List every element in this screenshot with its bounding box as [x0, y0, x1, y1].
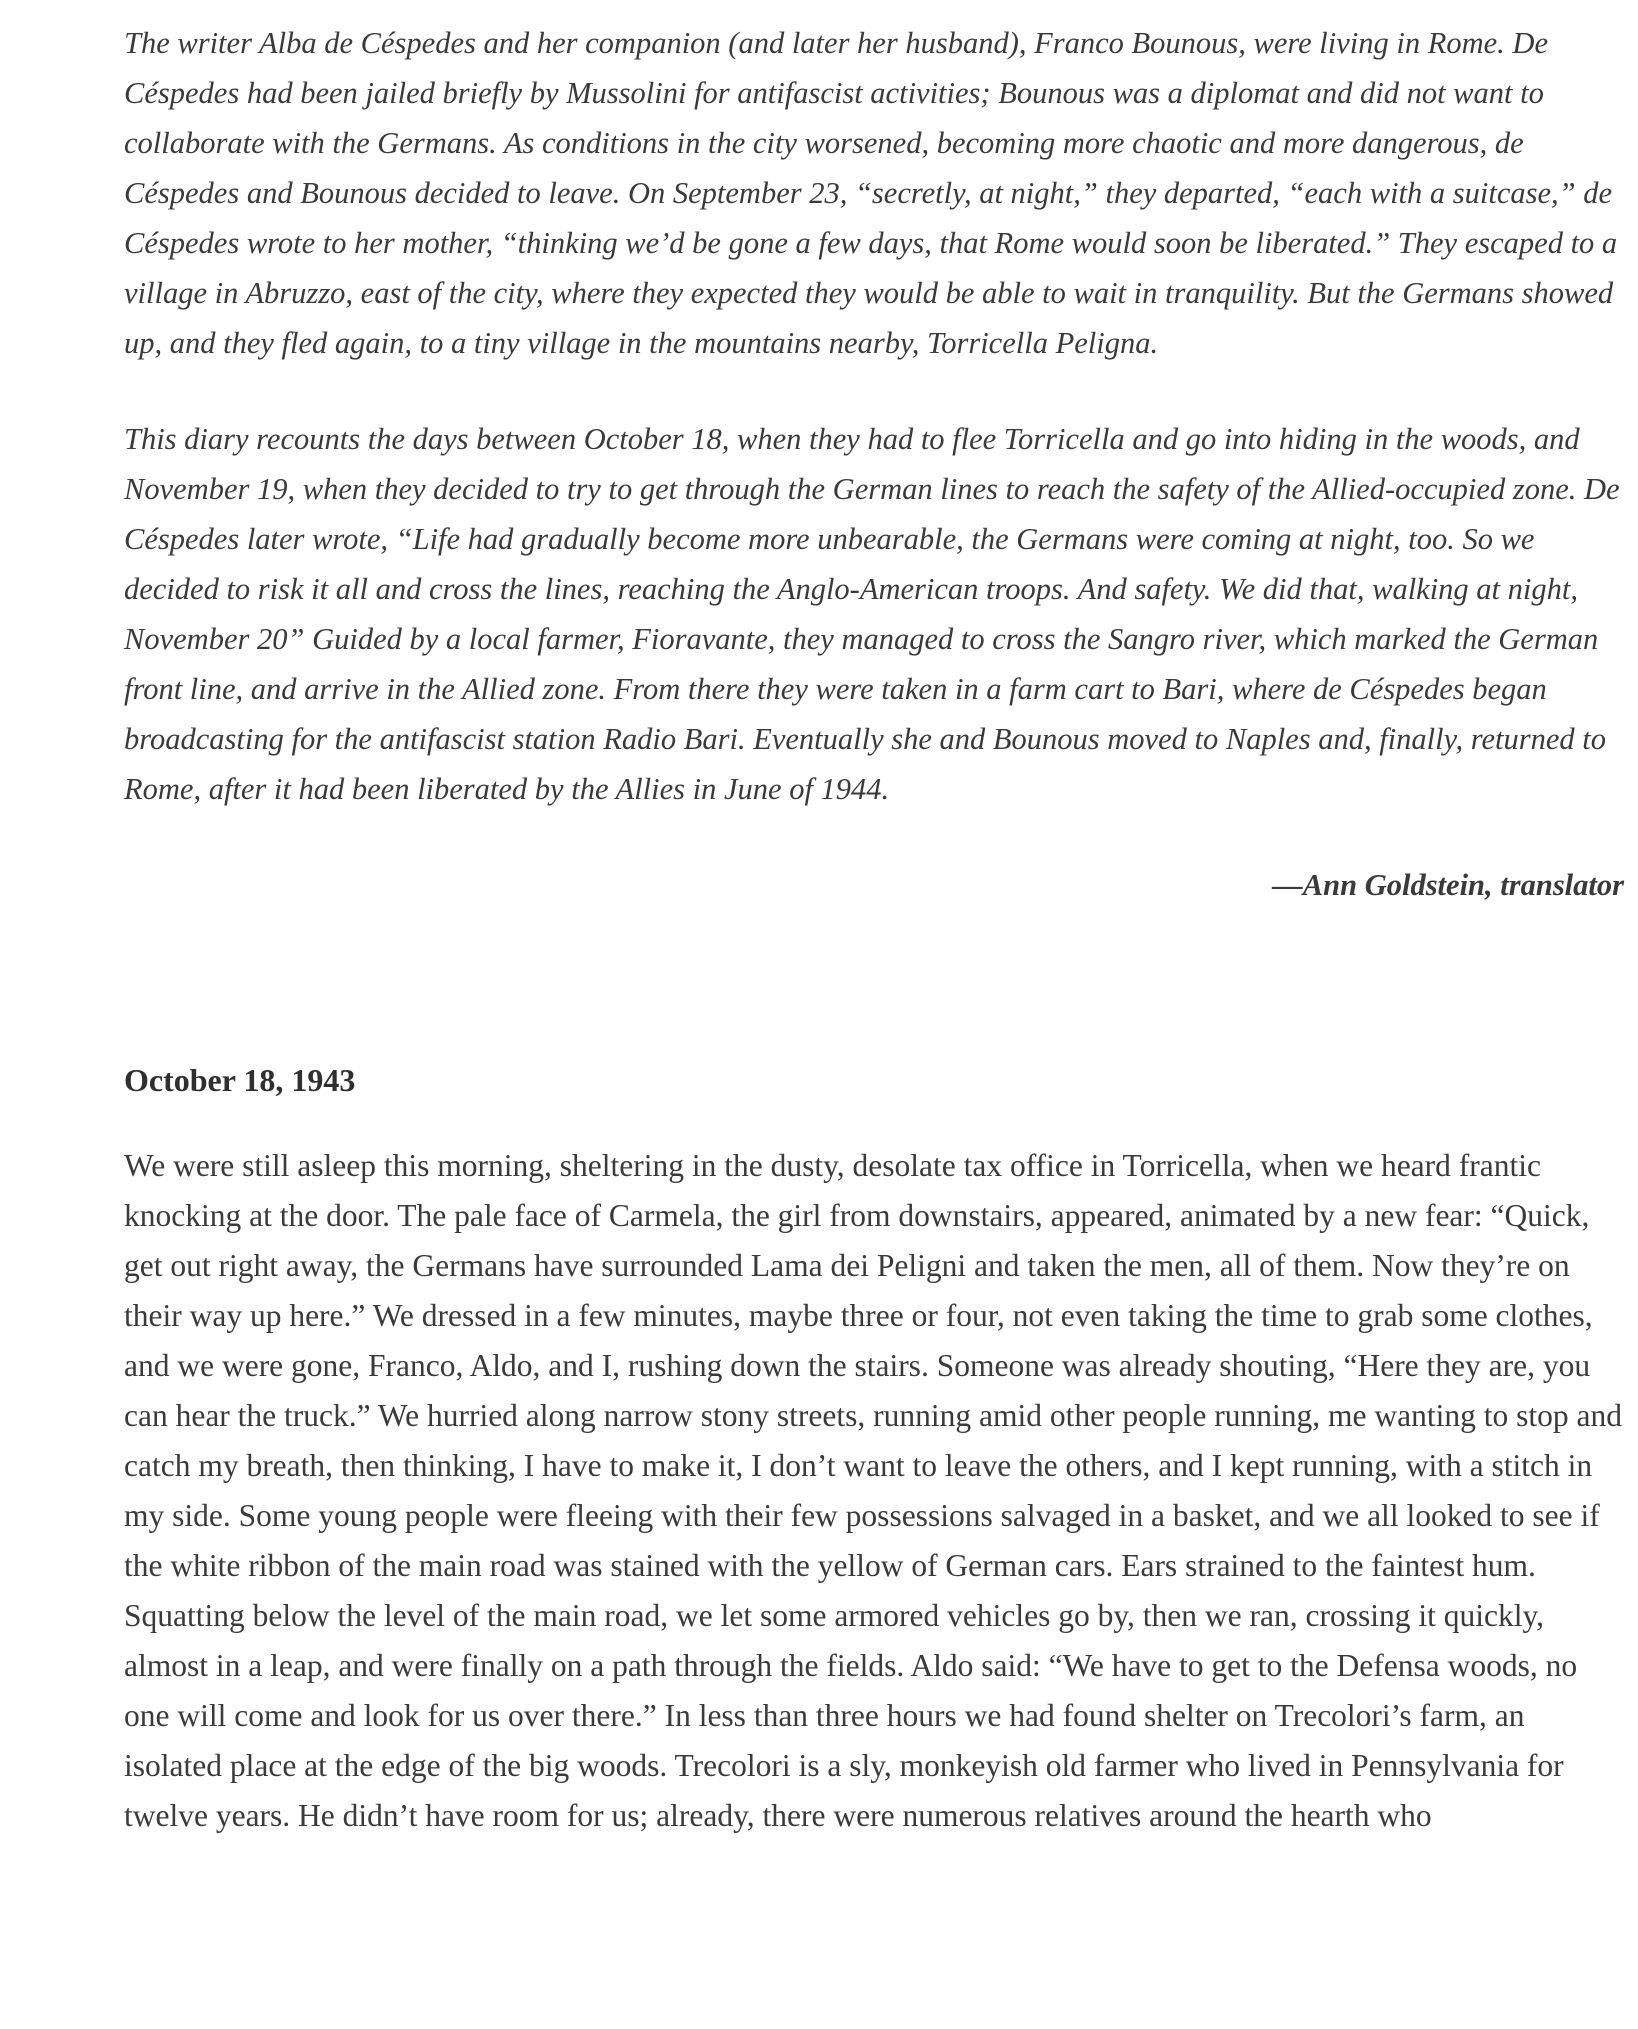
intro-paragraph: This diary recounts the days between October 18, when they had to flee Torricella and go into hiding in the woods, and November 19, when they decided to try to get through the German lines to reach the safety of the Allied-occupied zone. De Céspedes later wrote, “Life had gradually become more unbearable, the Germans were coming at night, too. So we decided to risk it all and cross the lines, reaching the Anglo-American troops. And safety. We did that, walking at night, November 20” Guided by a local farmer, Fioravante, they managed to cross the Sangro river, which marked the German front line, and arrive in the Allied zone. From there they were taken in a farm cart to Bari, where de Céspedes began broadcasting for the antifascist station Radio Bari. Eventually she and Bounous moved to Naples and, finally, returned to Rome, after it had been liberated by the Allies in June of 1944. — [124, 422, 1620, 806]
diary-entry — [124, 1055, 1624, 1841]
entry-paragraph: We were still asleep this morning, sheltering in the dusty, desolate tax office in Torricella, when we heard frantic knocking at the door. The pale face of Carmela, the girl from downstairs, appeared, animated by a new fear: “Quick, get out right away, the Germans have surrounded Lama dei Peligni and taken the men, all of them. Now they’re on their way up here.” We dressed in a few minutes, maybe three or four, not even taking the time to grab some clothes, and we were gone, Franco, Aldo, and I, rushing down the stairs. Someone was already shouting, “Here they are, you can hear the truck.” We hurried along narrow stony streets, running amid other people running, me wanting to stop and catch my breath, then thinking, I have to make it, I don’t want to leave the others, and I kept running, with a stitch in my side. Some young people were fleeing with their few possessions salvaged in a basket, and we all looked to see if the white ribbon of the main road was stained with the yellow of German cars. Ears strained to the faintest hum. Squatting below the level of the main road, we let some armored vehicles go by, then we ran, crossing it quickly, almost in a leap, and were finally on a path through the fields. Aldo said: “We have to get to the Defensa woods, no one will come and look for us over there.” In less than three hours we had found shelter on Trecolori’s farm, an isolated place at the edge of the big woods. Trecolori is a sly, monkeyish old farmer who lived in Pennsylvania for twelve years. He didn’t have room for us; already, there were numerous relatives around the hearth who — [124, 1148, 1622, 1833]
translator-introduction — [124, 18, 1624, 910]
article — [124, 18, 1624, 1841]
entry-body — [124, 1141, 1624, 1841]
intro-paragraph: The writer Alba de Céspedes and her companion (and later her husband), Franco Bounous, were living in Rome. De Céspedes had been jailed briefly by Mussolini for antifascist activities; Bounous was a diplomat and did not want to collaborate with the Germans. As conditions in the city worsened, becoming more chaotic and more dangerous, de Céspedes and Bounous decided to leave. On September 23, “secretly, at night,” they departed, “each with a suitcase,” de Céspedes wrote to her mother, “thinking we’d be gone a few days, that Rome would soon be liberated.” They escaped to a village in Abruzzo, east of the city, where they expected they would be able to wait in tranquility. But the Germans showed up, and they fled again, to a tiny village in the mountains nearby, Torricella Peligna. — [124, 26, 1618, 360]
entry-date-heading: October 18, 1943 — [124, 1062, 356, 1098]
translator-signature: —Ann Goldstein, translator — [1272, 868, 1624, 902]
